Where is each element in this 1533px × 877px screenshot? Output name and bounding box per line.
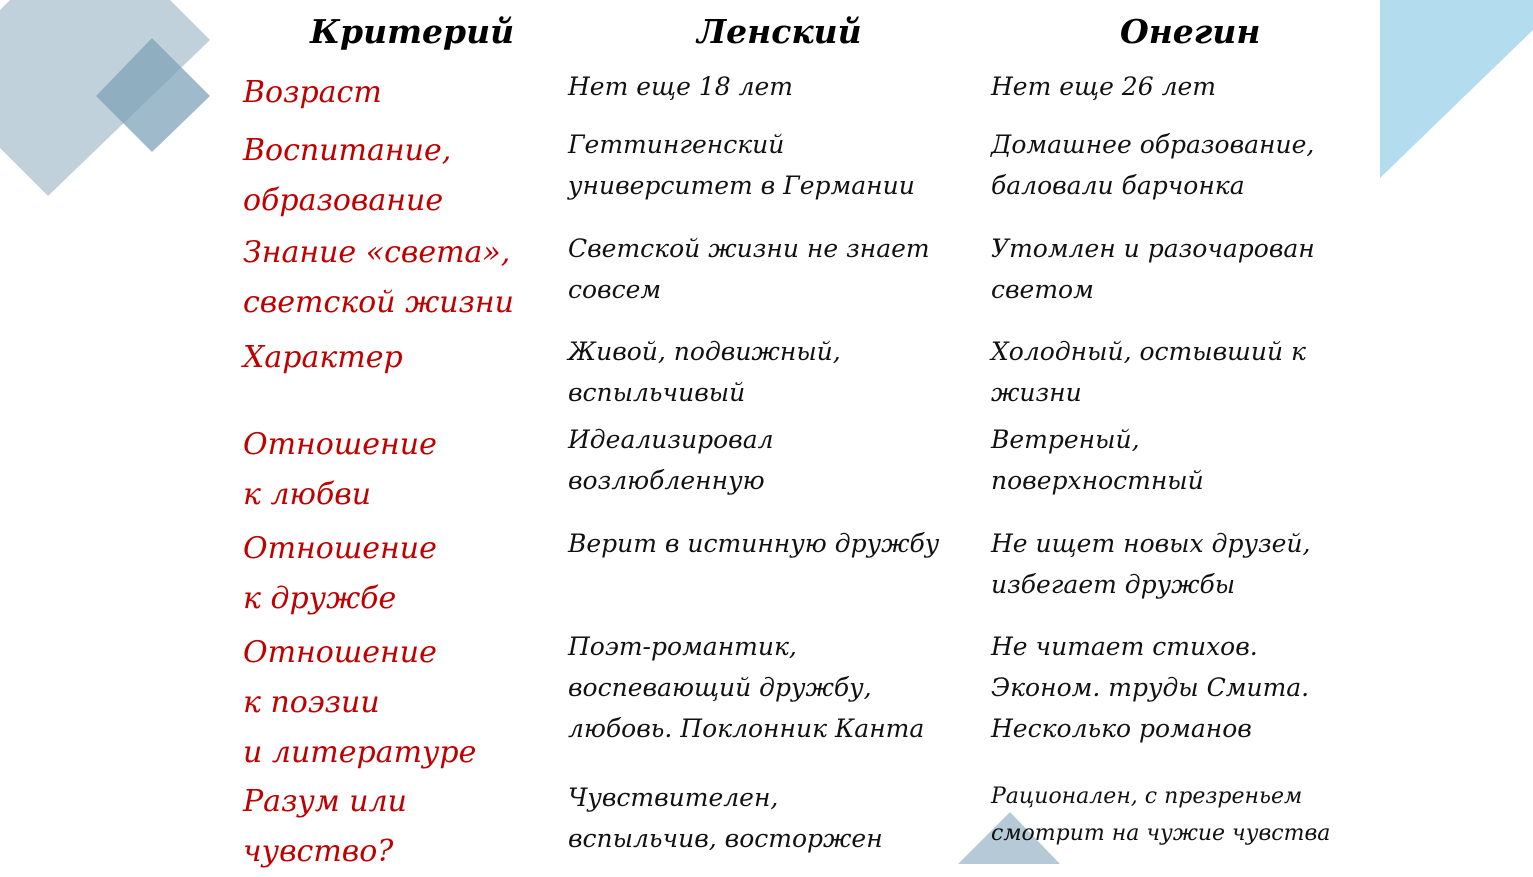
criterion-cell-6: [243, 524, 437, 624]
criterion-cell-2-line: образование: [243, 183, 444, 218]
criterion-cell-8-line: чувство?: [243, 834, 394, 869]
lensky-cell-4-line: Живой, подвижный,: [568, 337, 841, 366]
onegin-cell-4-line: Холодный, остывший к: [991, 337, 1306, 366]
lensky-cell-5-line: возлюбленную: [568, 466, 765, 495]
lensky-cell-7-line: любовь. Поклонник Канта: [568, 714, 925, 743]
header-lensky: Ленский: [697, 12, 862, 51]
criterion-cell-2: [243, 126, 451, 226]
onegin-cell-1: [991, 66, 1216, 107]
criterion-cell-7-line: к поэзии: [243, 685, 380, 720]
criterion-cell-4: [243, 333, 403, 383]
lensky-cell-2-line: университет в Германии: [568, 171, 915, 200]
lensky-cell-5: [568, 419, 774, 501]
header-onegin: Онегин: [1120, 12, 1261, 51]
lensky-cell-8-line: вспыльчив, восторжен: [568, 824, 883, 853]
onegin-cell-6-line: избегает дружбы: [991, 570, 1236, 599]
criterion-cell-2-line: Воспитание,: [243, 133, 452, 168]
criterion-cell-6-line: к дружбе: [243, 581, 397, 616]
lensky-cell-6: [568, 523, 939, 564]
onegin-cell-3-line: светом: [991, 275, 1094, 304]
onegin-cell-6-line: Не ищет новых друзей,: [991, 529, 1311, 558]
criterion-cell-6-line: Отношение: [243, 531, 437, 566]
onegin-cell-7-line: Эконом. труды Смита.: [991, 673, 1310, 702]
onegin-cell-3-line: Утомлен и разочарован: [991, 234, 1315, 263]
criterion-cell-3: [243, 228, 514, 328]
criterion-cell-5-line: к любви: [243, 477, 372, 512]
onegin-cell-5-line: Ветреный,: [991, 425, 1140, 454]
lensky-cell-8-line: Чувствителен,: [568, 783, 779, 812]
onegin-cell-6: [991, 523, 1310, 605]
onegin-cell-4: [991, 331, 1306, 413]
criterion-cell-1-line: Возраст: [243, 75, 382, 110]
criterion-cell-7: [243, 628, 476, 778]
lensky-cell-5-line: Идеализировал: [568, 425, 774, 454]
lensky-cell-1-line: Нет еще 18 лет: [568, 72, 793, 101]
criterion-cell-8-line: Разум или: [243, 784, 407, 819]
onegin-cell-4-line: жизни: [991, 378, 1082, 407]
criterion-cell-5-line: Отношение: [243, 427, 437, 462]
lensky-cell-4: [568, 331, 841, 413]
criterion-cell-4-line: Характер: [243, 340, 403, 375]
lensky-cell-8: [568, 777, 883, 859]
lensky-cell-7-line: Поэт-романтик,: [568, 632, 797, 661]
criterion-cell-3-line: светской жизни: [243, 285, 514, 320]
lensky-cell-3: [568, 228, 930, 310]
onegin-cell-8-line: смотрит на чужие чувства: [991, 821, 1331, 846]
lensky-cell-7-line: воспевающий дружбу,: [568, 673, 872, 702]
onegin-cell-2: [991, 124, 1314, 206]
onegin-cell-2-line: баловали барчонка: [991, 171, 1245, 200]
onegin-cell-8-line: Рационален, с презреньем: [991, 784, 1303, 809]
lensky-cell-2: [568, 124, 915, 206]
onegin-cell-2-line: Домашнее образование,: [991, 130, 1315, 159]
lensky-cell-6-line: Верит в истинную дружбу: [568, 529, 940, 558]
lensky-cell-3-line: Светской жизни не знает: [568, 234, 930, 263]
onegin-cell-5-line: поверхностный: [991, 466, 1204, 495]
criterion-cell-7-line: и литературе: [243, 735, 477, 770]
onegin-cell-1-line: Нет еще 26 лет: [991, 72, 1216, 101]
onegin-cell-8: [991, 778, 1330, 852]
onegin-cell-5: [991, 419, 1204, 501]
lensky-cell-2-line: Геттингенский: [568, 130, 785, 159]
lensky-cell-7: [568, 626, 924, 749]
criterion-cell-8: [243, 777, 407, 877]
header-criterion: Критерий: [310, 12, 515, 51]
onegin-cell-3: [991, 228, 1315, 310]
onegin-cell-7-line: Несколько романов: [991, 714, 1252, 743]
lensky-cell-3-line: совсем: [568, 275, 662, 304]
criterion-cell-1: [243, 68, 382, 118]
lensky-cell-1: [568, 66, 793, 107]
lensky-cell-4-line: вспыльчивый: [568, 378, 746, 407]
criterion-cell-3-line: Знание «света»,: [243, 235, 511, 270]
onegin-cell-7-line: Не читает стихов.: [991, 632, 1258, 661]
onegin-cell-7: [991, 626, 1309, 749]
criterion-cell-5: [243, 420, 437, 520]
criterion-cell-7-line: Отношение: [243, 635, 437, 670]
